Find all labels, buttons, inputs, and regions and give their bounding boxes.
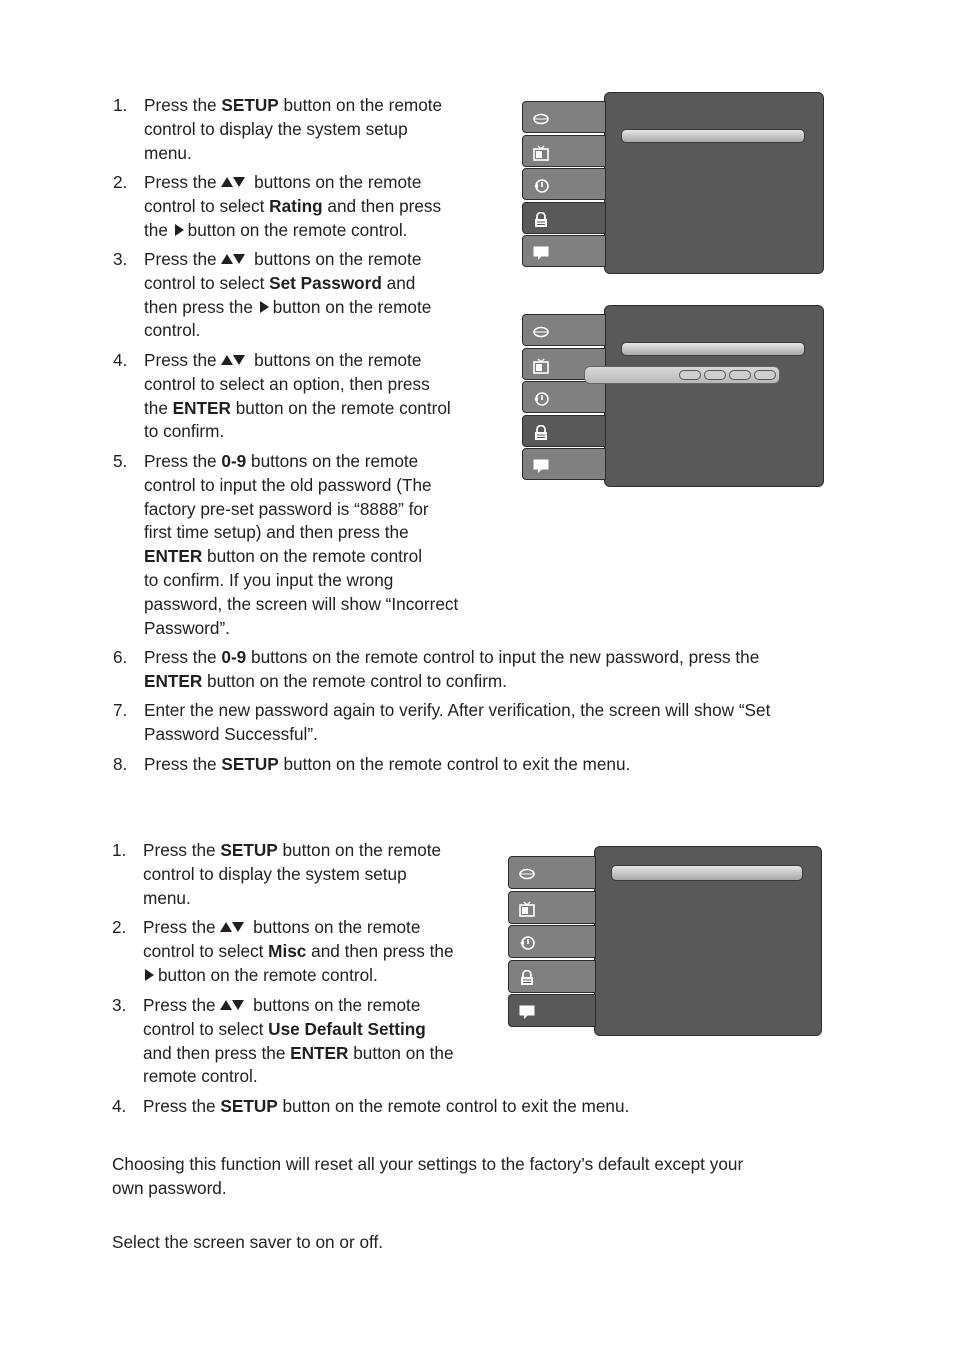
right-arrow-icon [145, 969, 154, 981]
step-number: 8. [113, 754, 128, 774]
step-text: Press the SETUP button on the remote control to exit the menu. [143, 1096, 630, 1116]
menu-tab-lock [522, 202, 606, 234]
tv-icon [532, 357, 550, 373]
menu-tab-lock [522, 415, 606, 447]
step-number: 1. [112, 840, 127, 860]
menu-tab-audio [508, 925, 596, 958]
screensaver-note: Select the screen saver to on or off. [112, 1232, 384, 1252]
menu-tab-misc [522, 235, 606, 267]
password-digit-slot [679, 370, 701, 380]
tv-icon [532, 144, 550, 160]
down-arrow-icon [233, 177, 245, 187]
default-setting-note: Choosing this function will reset all your settings to the factory’s default except your own password. [112, 1154, 744, 1198]
lock-icon [532, 424, 550, 440]
step-number: 4. [113, 350, 128, 370]
lock-icon [532, 211, 550, 227]
osd-panel [604, 92, 824, 274]
osd-panel [604, 305, 824, 487]
down-arrow-icon [233, 355, 245, 365]
step-text: Press the buttons on the remote control to select Use Default Setting and then press the ENTER button on the remote control. [143, 995, 454, 1087]
step-number: 3. [113, 249, 128, 269]
up-arrow-icon [221, 355, 233, 365]
menu-tab-misc [522, 448, 606, 480]
step-number: 1. [113, 95, 128, 115]
osd-rating-menu [522, 92, 824, 274]
osd-password-menu [522, 305, 824, 487]
osd-panel [594, 846, 822, 1036]
step-text: Press the SETUP button on the remote control to display the system setup menu. [144, 95, 443, 163]
misc-icon [532, 244, 550, 260]
audio-icon [532, 177, 550, 193]
disc-icon [532, 323, 550, 339]
right-arrow-icon [260, 301, 269, 313]
password-digit-slot [704, 370, 726, 380]
step-number: 3. [112, 995, 127, 1015]
step-number: 5. [113, 451, 128, 471]
menu-tab-disc [522, 101, 606, 133]
step-text: Press the SETUP button on the remote control to exit the menu. [144, 754, 631, 774]
step-text: Press the 0-9 buttons on the remote control to input the new password, press the ENTER button on the remote control to confirm. [144, 647, 760, 691]
step-text: Press the 0-9 buttons on the remote control to input the old password (The factory pre-set password is “8888” for first time setup) and then press the ENTER button on the remote control to confirm. If you input the wrong password, the screen will show “Incorrect Password”. [144, 451, 459, 638]
tv-icon [518, 900, 536, 916]
menu-tab-audio [522, 381, 606, 413]
password-digit-slot [729, 370, 751, 380]
osd-highlight-bar [611, 865, 803, 881]
up-arrow-icon [220, 1000, 232, 1010]
step-text: Press the buttons on the remote control to select Set Password and then press the button on the remote control. [144, 249, 432, 341]
down-arrow-icon [232, 1000, 244, 1010]
step-number: 2. [112, 917, 127, 937]
down-arrow-icon [232, 922, 244, 932]
osd-misc-menu [508, 846, 822, 1036]
step-text: Press the buttons on the remote control to select Rating and then press the button on the remote control. [144, 172, 442, 240]
right-arrow-icon [175, 224, 184, 236]
password-entry-field [584, 366, 780, 384]
down-arrow-icon [233, 254, 245, 264]
up-arrow-icon [221, 177, 233, 187]
up-arrow-icon [221, 254, 233, 264]
misc-icon [532, 457, 550, 473]
step-text: Press the buttons on the remote control to select Misc and then press the button on the remote control. [143, 917, 454, 985]
menu-tab-disc [522, 314, 606, 346]
step-number: 4. [112, 1096, 127, 1116]
step-number: 7. [113, 700, 128, 720]
up-arrow-icon [220, 922, 232, 932]
lock-icon [518, 969, 536, 985]
menu-tab-misc [508, 994, 596, 1027]
step-text: Enter the new password again to verify. After verification, the screen will show “Set Password Successful”. [144, 700, 771, 744]
password-digit-slot [754, 370, 776, 380]
osd-highlight-bar [621, 342, 805, 356]
menu-tab-lock [508, 960, 596, 993]
audio-icon [518, 934, 536, 950]
audio-icon [532, 390, 550, 406]
misc-icon [518, 1003, 536, 1019]
osd-highlight-bar [621, 129, 805, 143]
step-text: Press the buttons on the remote control to select an option, then press the ENTER button on the remote control to confirm. [144, 350, 451, 442]
disc-icon [518, 865, 536, 881]
disc-icon [532, 110, 550, 126]
step-text: Press the SETUP button on the remote control to display the system setup menu. [143, 840, 442, 908]
menu-tab-tv [522, 135, 606, 167]
menu-tab-audio [522, 168, 606, 200]
step-number: 2. [113, 172, 128, 192]
menu-tab-disc [508, 856, 596, 889]
step-number: 6. [113, 647, 128, 667]
menu-tab-tv [508, 891, 596, 924]
